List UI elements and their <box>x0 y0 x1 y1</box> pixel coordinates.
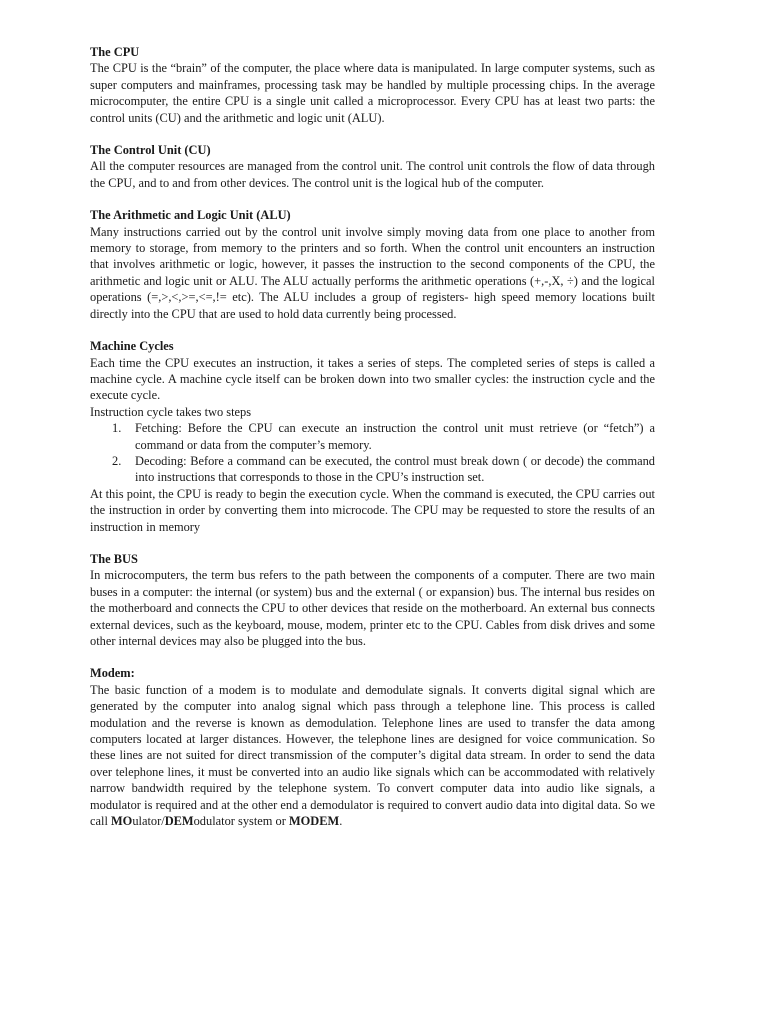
heading-cpu: The CPU <box>90 45 140 59</box>
heading-modem: Modem: <box>90 666 135 681</box>
section-alu <box>90 207 655 322</box>
heading-alu: The Arithmetic and Logic Unit (ALU) <box>90 208 291 223</box>
paragraph-alu: Many instructions carried out by the control unit involve simply moving data from one place to another from memory to storage, from memory to the printers and so forth. When the control unit encounters an instruction that involves arithmetic or logic, however, it passes the instruction to the second components of the CPU, the arithmetic and logic unit or ALU. The ALU actually performs the arithmetic operations (+,-,X, ÷) and the logical operations (=,>,<,>=,<=,!= etc). The ALU includes a group of registers- high speed memory locations built directly into the CPU that are used to hold data currently being processed. <box>90 224 655 321</box>
heading-machine-cycles: Machine Cycles <box>90 339 174 354</box>
section-bus <box>90 551 655 649</box>
steps-intro: Instruction cycle takes two steps <box>90 404 252 419</box>
list-item-decoding: Decoding: Before a command can be executed, the control must break down ( or decode) the command into instructions that corresponds to those in the CPU’s instruction set. <box>135 453 655 485</box>
modem-bold-dem: DEM <box>164 814 194 829</box>
list-item-fetching: Fetching: Before the CPU can execute an instruction the control unit must retrieve (or “fetch”) a command or data from the computer’s memory. <box>135 421 655 452</box>
section-machine-cycles <box>90 338 655 535</box>
paragraph-machine-cycles-outro: At this point, the CPU is ready to begin the execution cycle. When the command is executed, the CPU carries out the instruction in order by converting them into microcode. The CPU may be requested to store the results of an instruction in memory <box>90 486 655 534</box>
paragraph-control-unit: All the computer resources are managed from the control unit. The control unit controls the flow of data through the CPU, and to and from other devices. The control unit is the logical hub of the computer. <box>90 159 655 190</box>
paragraph-cpu: The CPU is the “brain” of the computer, the place where data is manipulated. In large computer systems, such as super computers and mainframes, processing task may be handled by multiple processing chips. In the average microcomputer, the entire CPU is a single unit called a microprocessor. Every CPU has at least two parts: the control units (CU) and the arithmetic and logic unit (ALU). <box>90 61 655 125</box>
modem-text-ulator: ulator/ <box>132 814 165 829</box>
heading-bus: The BUS <box>90 551 138 566</box>
paragraph-modem <box>90 682 655 830</box>
modem-text-end: . <box>339 814 343 829</box>
modem-body-text: The basic function of a modem is to modulate and demodulate signals. It converts digital signal which are generated by the computer into analog signal which pass through a telephone line. This process is called modulation and the reverse is known as demodulation. Telephone lines are used to transfer the data among computers located at larger distances. However, the telephone lines are designed for voice communication. So these lines are not suited for direct transmission of the computer’s digital data stream. In order to send the data over telephone lines, it must be converted into an audio like signals which can be accommodated with relatively narrow bandwidth required by the telephone system. To convert computer data into audio like signals, a modulator is required and at the other end a demodulator is required to convert audio data into digital data. So we call <box>90 682 655 829</box>
paragraph-machine-cycles-intro: Each time the CPU executes an instruction, it takes a series of steps. The completed series of steps is called a machine cycle. A machine cycle itself can be broken down into two smaller cycles: the instruction cycle and the execute cycle. <box>90 355 655 403</box>
modem-bold-word: MODEM <box>288 814 340 829</box>
modem-text-odulator: odulator system or <box>193 814 289 829</box>
document-page <box>90 44 655 845</box>
paragraph-bus: In microcomputers, the term bus refers to the path between the components of a computer. There are two main buses in a computer: the internal (or system) bus and the external ( or expansion) bus. The internal bus resides on the motherboard and connects the CPU to other devices that reside on the motherboard. An external bus connects external devices, such as the keyboard, mouse, modem, printer etc to the CPU. Cables from disk drives and some other internal devices may also be plugged into the bus. <box>90 568 655 648</box>
instruction-steps-list <box>90 420 655 486</box>
section-cpu <box>90 44 655 126</box>
heading-control-unit: The Control Unit (CU) <box>90 143 211 158</box>
modem-bold-mo: MO <box>110 814 133 829</box>
section-control-unit <box>90 142 655 191</box>
section-modem <box>90 665 655 829</box>
